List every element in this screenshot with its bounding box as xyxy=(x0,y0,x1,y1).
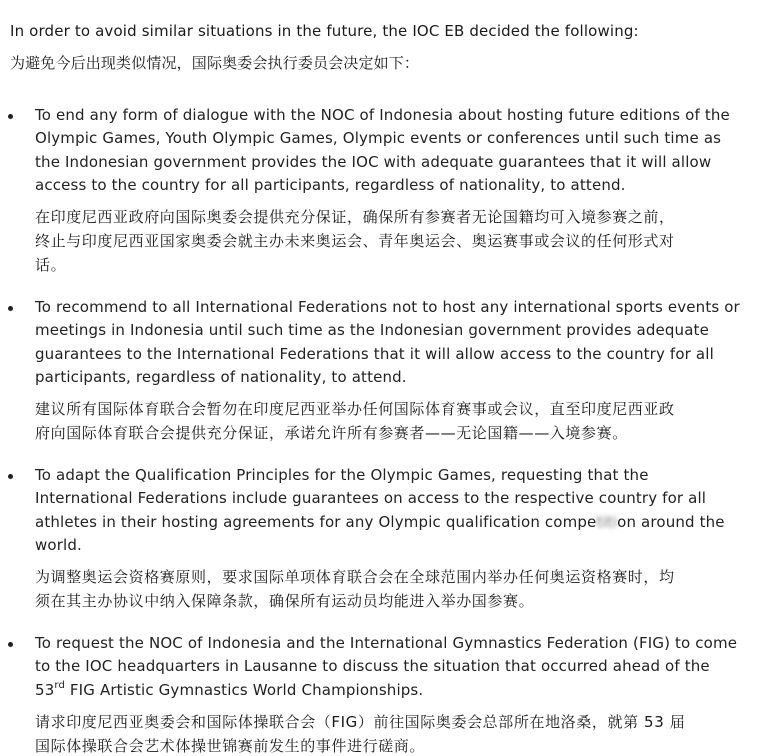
item1-en-line2: Olympic Games, Youth Olympic Games, Olympic events or conferences until such time as xyxy=(35,129,722,147)
item2-en-line2: meetings in Indonesia until such time as the Indonesian government provides adequate xyxy=(35,321,709,339)
bullet-4 xyxy=(8,642,13,647)
item1-zh-line2: 终止与印度尼西亚国家奥委会就主办未来奥运会、青年奥运会、奥运赛事或会议的任何形式对 xyxy=(35,232,675,250)
item3-en-line3-start: athletes in their hosting agreements for any Olympic qualification compe xyxy=(35,513,597,531)
item3-zh-line2: 须在其主办协议中纳入保障条款，确保所有运动员均能进入举办国参赛。 xyxy=(35,592,535,610)
item1-en-line1: To end any form of dialogue with the NOC of Indonesia about hosting future editions of the xyxy=(35,106,730,124)
item3-en-line3 xyxy=(35,513,725,531)
item3-en-line3-end: on around the xyxy=(617,513,725,531)
item4-en-line2: to the IOC headquarters in Lausanne to discuss the situation that occurred ahead of the xyxy=(35,657,710,675)
item2-en-line4: participants, regardless of nationality, to attend. xyxy=(35,368,407,386)
item4-en-line1: To request the NOC of Indonesia and the International Gymnastics Federation (FIG) to come xyxy=(35,634,738,652)
item3-en-line2: International Federations include guarantees on access to the respective country for all xyxy=(35,489,707,507)
item4-en-line3 xyxy=(35,681,423,699)
item2-zh-line1: 建议所有国际体育联合会暂勿在印度尼西亚举办任何国际体育赛事或会议，直至印度尼西亚政 xyxy=(35,400,675,418)
item4-zh-line1: 请求印度尼西亚奥委会和国际体操联合会（FIG）前往国际奥委会总部所在地洛桑，就第 53 届 xyxy=(35,713,686,731)
item1-en-line4: access to the country for all participants, regardless of nationality, to attend. xyxy=(35,176,626,194)
item3-zh-line1: 为调整奥运会资格赛原则，要求国际单项体育联合会在全球范围内举办任何奥运资格赛时，均 xyxy=(35,568,675,586)
item1-en-line3: the Indonesian government provides the IOC with adequate guarantees that it will allow xyxy=(35,153,712,171)
item2-en-line3: guarantees to the International Federations that it will allow access to the country for all xyxy=(35,345,714,363)
item1-zh-line1: 在印度尼西亚政府向国际奥委会提供充分保证，确保所有参赛者无论国籍均可入境参赛之前， xyxy=(35,208,675,226)
item4-en-line3-rest: FIG Artistic Gymnastics World Championships. xyxy=(64,681,424,699)
bullet-2 xyxy=(8,306,13,311)
item4-en-ordinal: rd xyxy=(54,680,65,691)
blurred-text: titi xyxy=(596,513,618,531)
intro-english: In order to avoid similar situations in the future, the IOC EB decided the following: xyxy=(10,22,639,40)
item2-zh-line2: 府向国际体育联合会提供充分保证，承诺允许所有参赛者——无论国籍——入境参赛。 xyxy=(35,424,628,442)
item3-en-line4: world. xyxy=(35,536,82,554)
item1-zh-line3: 话。 xyxy=(35,256,67,274)
item4-zh-line2: 国际体操联合会艺术体操世锦赛前发生的事件进行磋商。 xyxy=(35,737,426,755)
item2-en-line1: To recommend to all International Federations not to host any international sports events or xyxy=(35,298,740,316)
bullet-1 xyxy=(8,114,13,119)
item3-en-line1: To adapt the Qualification Principles for the Olympic Games, requesting that the xyxy=(35,466,649,484)
intro-chinese: 为避免今后出现类似情况，国际奥委会执行委员会决定如下： xyxy=(10,54,420,72)
bullet-3 xyxy=(8,474,13,479)
item4-en-number: 53 xyxy=(35,681,55,699)
